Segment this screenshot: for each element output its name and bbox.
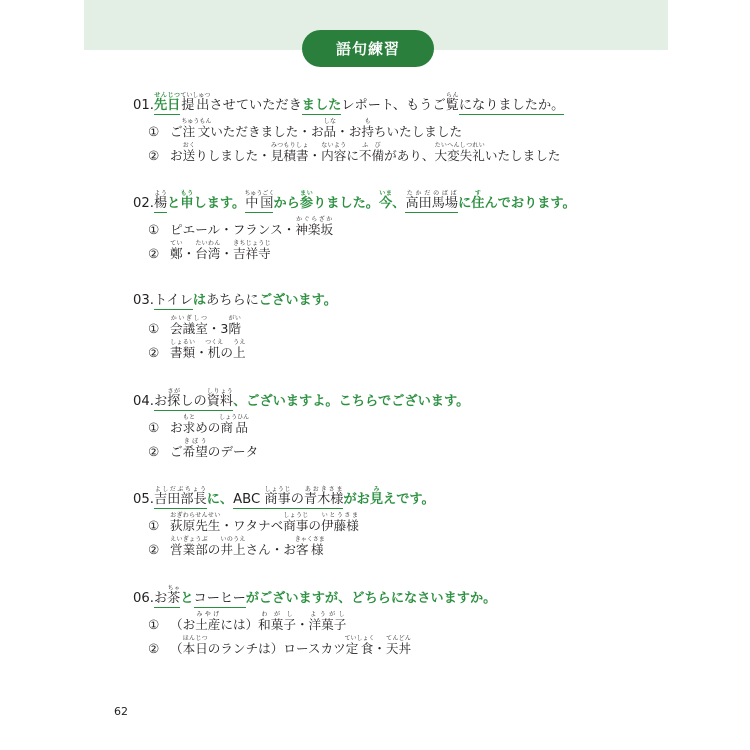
section-title: 語句練習 — [302, 30, 434, 67]
item-number: 06. — [133, 591, 154, 606]
underlined-phrase: 高田馬場たかだのばば — [405, 190, 459, 211]
underlined-phrase: 中国ちゅうごく — [244, 190, 275, 211]
phrase-sentence: 04.お探さがしの資料しりょう、ございますよ。こちらでございます。 — [133, 388, 470, 409]
underlined-phrase: になりましたか。 — [458, 98, 565, 113]
item-number: 05. — [133, 492, 154, 507]
item-number: 01. — [133, 98, 154, 113]
item-number: 02. — [133, 196, 154, 211]
underlined-phrase: お茶ちゃ — [153, 585, 181, 606]
option-marker: ② — [148, 345, 160, 360]
option-marker: ② — [148, 542, 160, 557]
option-marker: ② — [148, 641, 160, 656]
alternative-2: ② ご希望きぼうのデータ — [148, 438, 259, 459]
alternative-1: ① お求もとめの商品しょうひん — [148, 414, 250, 435]
alternative-2: ② お送おくりしました・見積書みつもりしょ・内容ないように不備ふびがあり、大変失礼たいへんしつれいいたしました — [148, 142, 561, 163]
option-marker: ① — [148, 222, 160, 237]
phrase-sentence: 02.楊ようと申もうします。中国ちゅうごくから参まいりました。今いま、高田馬場たかだのばばに住すんでおります。 — [133, 190, 576, 211]
phrase-sentence: 03.トイレはあちらにございます。 — [133, 293, 337, 308]
option-marker: ② — [148, 246, 160, 261]
alternative-1: ① ご注文ちゅうもんいただきました・お品しな・お持もちいたしました — [148, 118, 463, 139]
option-marker: ② — [148, 148, 160, 163]
phrase-sentence: 05.吉田部長よしだぶちょうに、ABC 商事しょうじの青木様あおきさまがお見みえです。 — [133, 486, 435, 507]
option-marker: ① — [148, 420, 160, 435]
underlined-phrase: お探さがしの資料しりょう — [153, 388, 234, 409]
alternative-2: ② （本日ほんじつのランチは）ロースカツ定食ていしょく・天丼てんどん — [148, 635, 412, 656]
alternative-2: ② 書類しょるい・机つくえの上うえ — [148, 339, 246, 360]
alternative-1: ① （お土産みやげには）和菓子わがし・洋菓子ようがし — [148, 611, 347, 632]
phrase-sentence: 01.先日せんじつ提出ていしゅつさせていただきましたレポート、もうご覧らんになりましたか。 — [133, 92, 565, 113]
item-number: 04. — [133, 394, 154, 409]
item-number: 03. — [133, 293, 154, 308]
alternative-1: ① ピエール・フランス・神楽坂かぐらざか — [148, 216, 334, 237]
underlined-phrase: 吉田部長よしだぶちょう — [153, 486, 207, 507]
alternative-2: ② 営業部えいぎょうぶの井上いのうえさん・お客様きゃくさま — [148, 536, 325, 557]
alternative-1: ① 会議室かいぎしつ・3階がい — [148, 315, 241, 336]
underlined-phrase: 先日せんじつ — [153, 92, 181, 113]
alternative-2: ② 鄭てい・台湾たいわん・吉祥寺きちじょうじ — [148, 240, 271, 261]
phrase-sentence: 06.お茶ちゃとコーヒーがございますが、どちらになさいますか。 — [133, 585, 497, 606]
option-marker: ① — [148, 617, 160, 632]
highlighted-phrase: ました — [301, 98, 342, 113]
page-number: 62 — [114, 705, 128, 718]
underlined-phrase: ABC 商事しょうじの青木様あおきさま — [233, 486, 344, 507]
underlined-phrase: トイレ — [153, 293, 193, 308]
option-marker: ① — [148, 518, 160, 533]
underlined-phrase: 楊よう — [153, 190, 168, 211]
alternative-1: ① 荻原先生おぎわらせんせい・ワタナベ商事しょうじの伊藤様いとうさま — [148, 512, 359, 533]
option-marker: ① — [148, 321, 160, 336]
underlined-phrase: コーヒー — [193, 591, 246, 606]
option-marker: ② — [148, 444, 160, 459]
option-marker: ① — [148, 124, 160, 139]
